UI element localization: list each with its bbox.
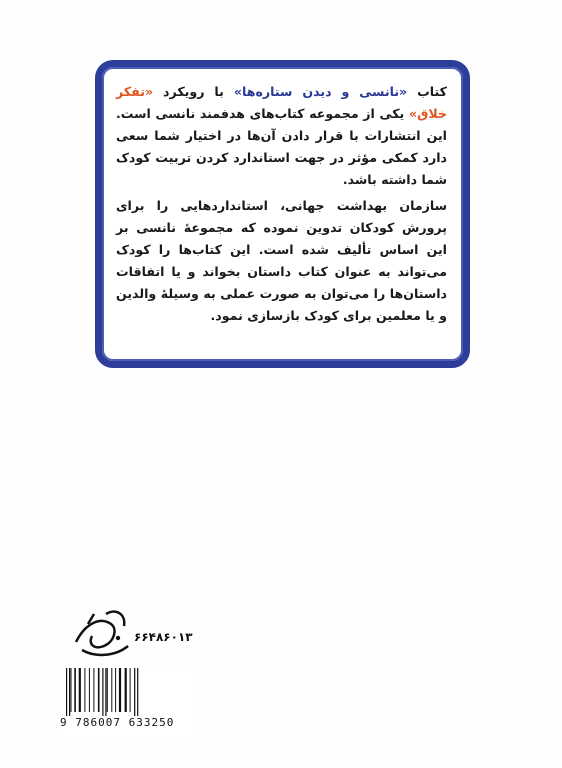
barcode-bar (115, 668, 116, 712)
description-paragraph-2: سازمان بهداشت جهانی، استانداردهایی را برای پرورش کودکان تدوین نموده که مجموعهٔ نانسی بر این اساس تألیف شده است. این کتاب‌ها را کودک می‌تواند به عنوان کتاب داستان بخواند و یا اتفاقات داستان‌ها را می‌توان به صورت عملی به وسیلهٔ والدین و یا معلمین برای کودک بازسازی نمود. (116, 198, 447, 323)
barcode-bar (93, 668, 94, 712)
barcode-bars (60, 666, 192, 716)
barcode-guard-bar (137, 668, 138, 716)
barcode-guard-bar (134, 668, 135, 716)
approach-label: «تفکر خلاق» (116, 84, 447, 121)
barcode-bar (71, 668, 72, 712)
barcode-bar (111, 668, 112, 712)
barcode-guard-bar (69, 668, 70, 716)
isbn-barcode (60, 666, 192, 738)
publisher-phone: ۶۶۴۸۶۰۱۳ (134, 630, 193, 644)
barcode-bar (79, 668, 81, 712)
description-paragraph-1 (116, 81, 447, 191)
para1-rest: یکی از مجموعه کتاب‌های هدفمند نانسی است. این انتشارات با قرار دادن آن‌ها در اختیار شما سعی دارد کمکی مؤثر در جهت استاندارد کردن تربیت کودک شما داشته باشد. (116, 106, 447, 187)
barcode-bar (107, 668, 108, 712)
barcode-bar (98, 668, 100, 712)
publisher-phone-row (62, 614, 202, 664)
barcode-guard-bar (66, 668, 67, 716)
barcode-bar (125, 668, 127, 712)
barcode-bar (119, 668, 121, 712)
barcode-bar (130, 668, 131, 712)
barcode-bar (89, 668, 90, 712)
barcode-guard-bar (105, 668, 106, 716)
book-title: «نانسی و دیدن ستاره‌ها» (233, 84, 408, 99)
barcode-bar (84, 668, 85, 712)
barcode-number: 9 786007 633250 (60, 716, 175, 729)
description-box (95, 60, 470, 368)
barcode-guard-bar (102, 668, 103, 716)
barcode-bar (74, 668, 76, 712)
intro-text: کتاب (407, 84, 447, 99)
mid-text: با رویکرد (153, 84, 234, 99)
